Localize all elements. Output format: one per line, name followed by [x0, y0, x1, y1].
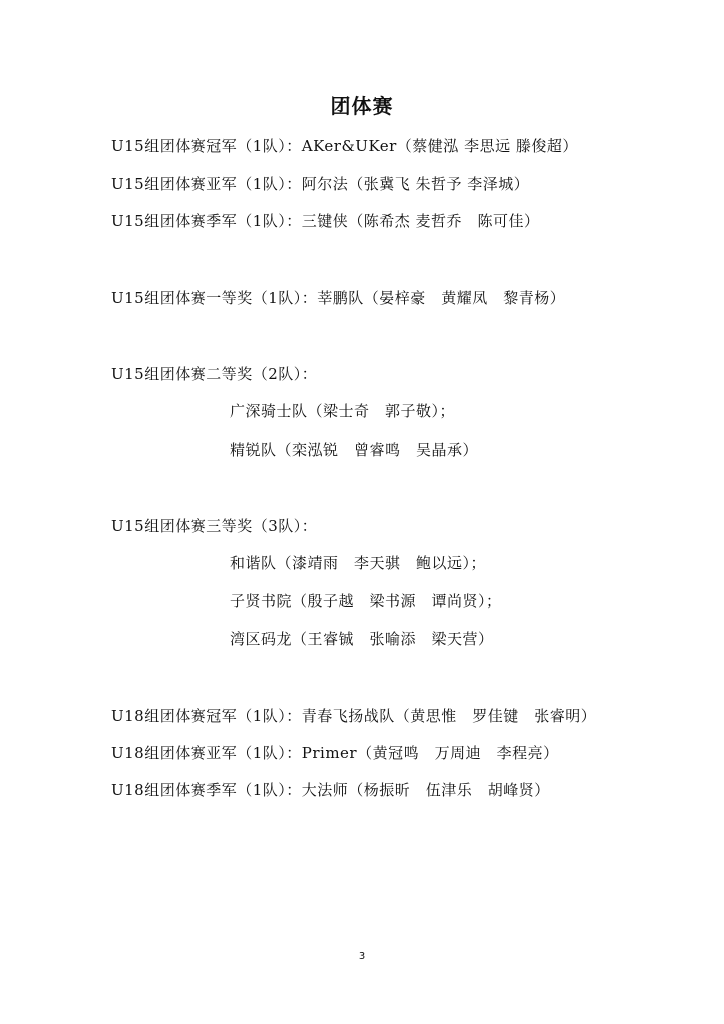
page-title: 团体赛 — [330, 94, 394, 118]
u15-third-prize-team-1: 和谐队（漆靖雨 李天骐 鲍以远）； — [230, 554, 487, 572]
u15-second-prize-heading: U15组团体赛二等奖（2队）： — [111, 365, 318, 383]
u15-runner-up-line: U15组团体赛亚军（1队）：阿尔法（张冀飞 朱哲予 李泽城） — [111, 175, 530, 193]
u15-champion-line: U15组团体赛冠军（1队）：AKer&UKer（蔡健泓 李思远 滕俊超） — [111, 137, 578, 155]
page-number: 3 — [358, 951, 366, 962]
u15-third-prize-team-3: 湾区码龙（王睿铖 张喻添 梁天营） — [230, 630, 494, 648]
u15-third-place-line: U15组团体赛季军（1队）：三键侠（陈希杰 麦哲乔 陈可佳） — [111, 212, 540, 230]
u15-third-prize-heading: U15组团体赛三等奖（3队）： — [111, 517, 318, 535]
u15-first-prize-line: U15组团体赛一等奖（1队）：莘鹏队（晏梓豪 黄耀凤 黎青杨） — [111, 289, 566, 307]
u18-champion-line: U18组团体赛冠军（1队）：青春飞扬战队（黄思惟 罗佳键 张睿明） — [111, 707, 597, 725]
u15-third-prize-team-2: 子贤书院（殷子越 梁书源 谭尚贤）； — [230, 592, 502, 610]
u18-runner-up-line: U18组团体赛亚军（1队）：Primer（黄冠鸣 万周迪 李程亮） — [111, 744, 559, 762]
u18-third-place-line: U18组团体赛季军（1队）：大法师（杨振昕 伍津乐 胡峰贤） — [111, 781, 550, 799]
u15-second-prize-team-2: 精锐队（栾泓锐 曾睿鸣 吴晶承） — [230, 441, 479, 459]
u15-second-prize-team-1: 广深骑士队（梁士奇 郭子敬）； — [230, 402, 456, 420]
